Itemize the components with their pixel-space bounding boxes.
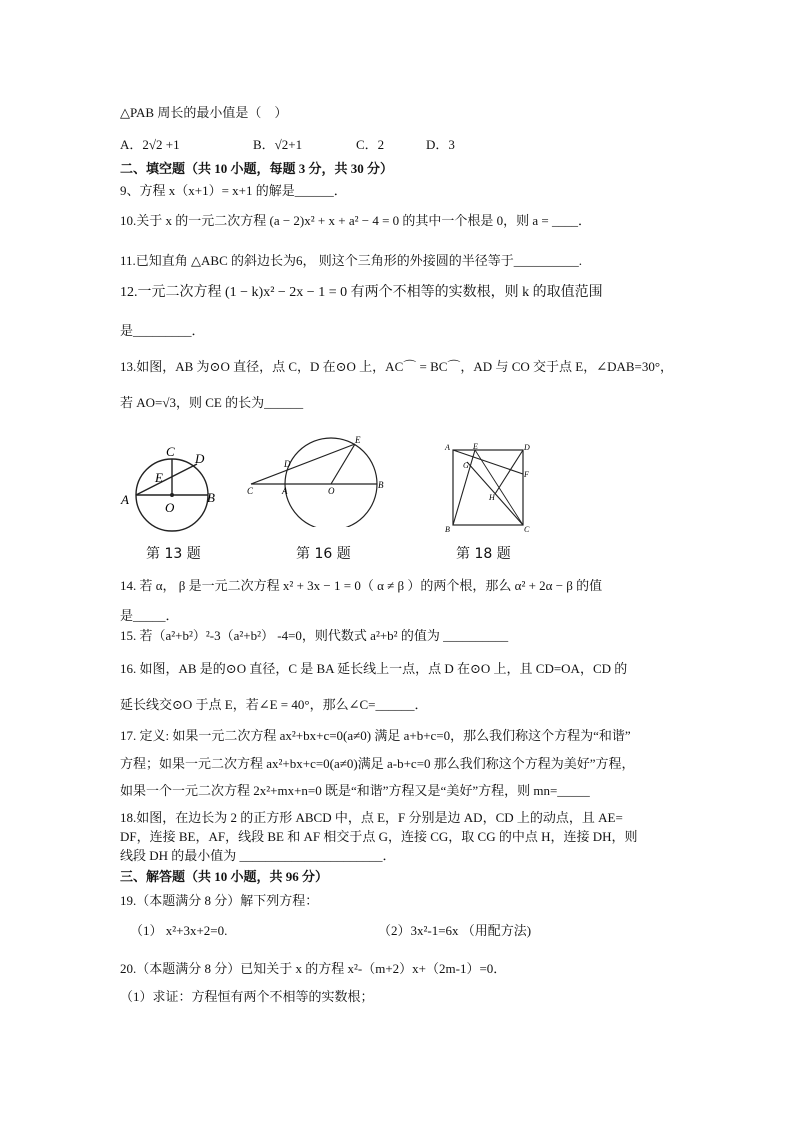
question-19-part2: （2）3x²-1=6x （用配方法): [378, 923, 532, 938]
figure-16: [243, 432, 393, 527]
question-19-part1: （1） x²+3x+2=0.: [130, 923, 228, 938]
fig13-label-c: C: [166, 444, 175, 459]
fig18-label-b: B: [445, 525, 450, 534]
question-12-line1: 12.一元二次方程 (1 − k)x² − 2x − 1 = 0 有两个不相等的实数根，则 k 的取值范围: [120, 285, 603, 300]
caption-fig13: 第 13 题: [146, 546, 201, 562]
question-15: 15. 若（a²+b²）²-3（a²+b²） -4=0，则代数式 a²+b² 的值为 __________: [120, 628, 509, 643]
section3-title: 三、解答题（共 10 小题，共 96 分）: [120, 869, 329, 884]
fig18-label-f: F: [524, 470, 529, 479]
fig13-label-a: A: [121, 492, 129, 507]
question-13-line1: 13.如图，AB 为⊙O 直径，点 C，D 在⊙O 上，AC⌒ = BC⌒，AD 与 CO 交于点 E，∠DAB=30°，: [120, 359, 674, 374]
fig16-label-o: O: [328, 486, 335, 496]
fig18-label-g: G: [463, 461, 469, 470]
question-12-line2: 是_________．: [120, 323, 205, 338]
fig16-line-oe: [331, 444, 355, 484]
question-20-part1: （1）求证：方程恒有两个不相等的实数根；: [120, 989, 374, 1004]
fig18-label-h: H: [489, 493, 495, 502]
question-18-line1: 18.如图，在边长为 2 的正方形 ABCD 中，点 E，F 分别是边 AD，CD 上的动点，且 AE=: [120, 810, 623, 825]
question-19: 19.（本题满分 8 分）解下列方程：: [120, 893, 319, 908]
fig16-line-ce: [251, 444, 355, 484]
fig13-point-o: [170, 493, 174, 497]
fig16-label-c: C: [247, 486, 254, 496]
fig16-label-b: B: [378, 480, 384, 490]
question-14-line2: 是_____．: [120, 608, 179, 623]
question-17-line2: 方程；如果一元二次方程 ax²+bx+c=0(a≠0)满足 a-b+c=0 那么我们称这个方程为美好”方程，: [120, 756, 635, 771]
section2-title: 二、填空题（共 10 小题，每题 3 分，共 30 分）: [120, 161, 394, 176]
fig16-label-a: A: [282, 486, 288, 496]
fig13-label-o: O: [165, 500, 175, 515]
question-10: 10.关于 x 的一元二次方程 (a − 2)x² + x + a² − 4 = 0 的其中一个根是 0，则 a = ____．: [120, 213, 592, 228]
question-9: 9、方程 x（x+1）= x+1 的解是______．: [120, 183, 347, 198]
fig13-chord-ad: [136, 464, 197, 495]
q8-option-c: C．2: [356, 137, 385, 152]
fig18-label-d: D: [524, 443, 530, 452]
fig13-label-e: E: [155, 470, 163, 485]
question-16-line1: 16. 如图，AB 是的⊙O 直径，C 是 BA 延长线上一点，点 D 在⊙O 上，且 CD=OA，CD 的: [120, 661, 628, 676]
question-20: 20.（本题满分 8 分）已知关于 x 的方程 x²-（m+2）x+（2m-1）=0．: [120, 961, 507, 976]
q8-option-a: A．2√2 +1: [120, 137, 180, 152]
question-18-line2: DF，连接 BE，AF，线段 BE 和 AF 相交于点 G，连接 CG，取 CG 的中点 H，连接 DH，则: [120, 829, 638, 844]
fig13-label-d: D: [195, 451, 205, 466]
figure-18: [440, 440, 535, 535]
fig18-label-c: C: [524, 525, 530, 534]
caption-fig18: 第 18 题: [456, 546, 511, 562]
question-18-line3: 线段 DH 的最小值为 ______________________．: [120, 848, 396, 863]
fig18-label-a: A: [445, 443, 450, 452]
fig16-label-d: D: [284, 459, 291, 469]
q8-option-b: B．√2+1: [253, 137, 303, 152]
question-17-line1: 17. 定义: 如果一元二次方程 ax²+bx+c=0(a≠0) 满足 a+b+c=0，那么我们称这个方程为“和谐”: [120, 728, 631, 743]
caption-fig16: 第 16 题: [296, 546, 351, 562]
fig16-circle: [285, 438, 377, 527]
question-16-line2: 延长线交⊙O 于点 E，若∠E = 40°，那么∠C=______．: [120, 697, 428, 712]
question-13-line2: 若 AO=√3，则 CE 的长为______: [120, 395, 304, 410]
fig13-label-b: B: [207, 490, 215, 505]
fig18-label-e: E: [473, 442, 478, 451]
fig16-label-e: E: [355, 435, 361, 445]
question-14-line1: 14. 若 α， β 是一元二次方程 x² + 3x − 1 = 0（ α ≠ β ）的两个根，那么 α² + 2α − β 的值: [120, 578, 603, 593]
q8-text: △PAB 周长的最小值是（ ）: [120, 105, 288, 120]
q8-option-d: D．3: [426, 137, 455, 152]
figure-13: [115, 440, 230, 540]
question-11: 11.已知直角 △ABC 的斜边长为6， 则这个三角形的外接圆的半径等于__________.: [120, 253, 582, 268]
question-17-line3: 如果一个一元二次方程 2x²+mx+n=0 既是“和谐”方程又是“美好”方程，则 mn=_____: [120, 783, 590, 798]
